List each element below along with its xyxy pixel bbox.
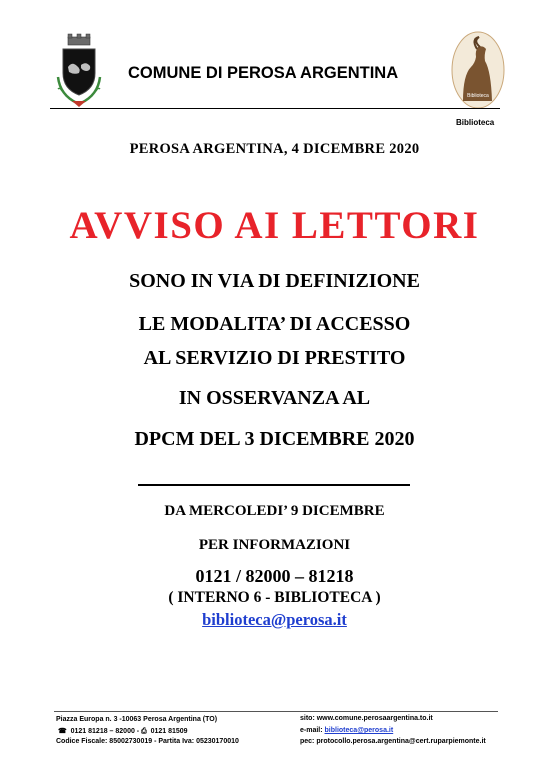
footer-email-label: e-mail: [300, 727, 323, 734]
footer-phone: 0121 81218 – 82000 - [70, 728, 140, 735]
fax-icon: ⎙ [141, 728, 147, 735]
body-line: SONO IN VIA DI DEFINIZIONE [129, 270, 420, 292]
body-line: AL SERVIZIO DI PRESTITO [143, 347, 406, 369]
footer-email-link[interactable]: biblioteca@perosa.it [324, 727, 394, 734]
logo-caption: Biblioteca [467, 93, 489, 99]
start-date: DA MERCOLEDI’ 9 DICEMBRE [164, 503, 385, 519]
footer-phones [58, 727, 188, 736]
notice-title: AVVISO AI LETTORI [69, 204, 480, 247]
footer-fax: 0121 81509 [150, 728, 188, 735]
footer-fiscal: Codice Fiscale: 85002730019 - Partita Iva: 05230170010 [56, 738, 239, 745]
extension: ( INTERNO 6 - BIBLIOTECA ) [168, 589, 381, 606]
municipality-name: COMUNE DI PEROSA ARGENTINA [128, 64, 399, 82]
email-link[interactable]: biblioteca@perosa.it [202, 610, 347, 629]
body-line: DPCM DEL 3 DICEMBRE 2020 [134, 428, 415, 450]
section-divider [138, 484, 410, 486]
footer-pec: pec: protocollo.perosa.argentina@cert.ruparpiemonte.it [300, 738, 486, 745]
info-label: PER INFORMAZIONI [198, 537, 351, 553]
library-label: Biblioteca [456, 118, 495, 127]
municipal-crest [50, 33, 108, 113]
header-divider [50, 108, 500, 109]
footer-email-row [300, 727, 393, 734]
phone-number: 0121 / 82000 – 81218 [195, 566, 354, 586]
phone-icon: ☎ [58, 728, 67, 735]
body-line: LE MODALITA’ DI ACCESSO [138, 313, 411, 335]
footer-site: sito: www.comune.perosaargentina.to.it [300, 715, 433, 722]
dateline: PEROSA ARGENTINA, 4 DICEMBRE 2020 [129, 141, 420, 157]
library-logo [451, 31, 505, 109]
footer-divider [54, 711, 498, 712]
body-line: IN OSSERVANZA AL [178, 387, 371, 409]
footer-address: Piazza Europa n. 3 -10063 Perosa Argentina (TO) [56, 716, 218, 723]
